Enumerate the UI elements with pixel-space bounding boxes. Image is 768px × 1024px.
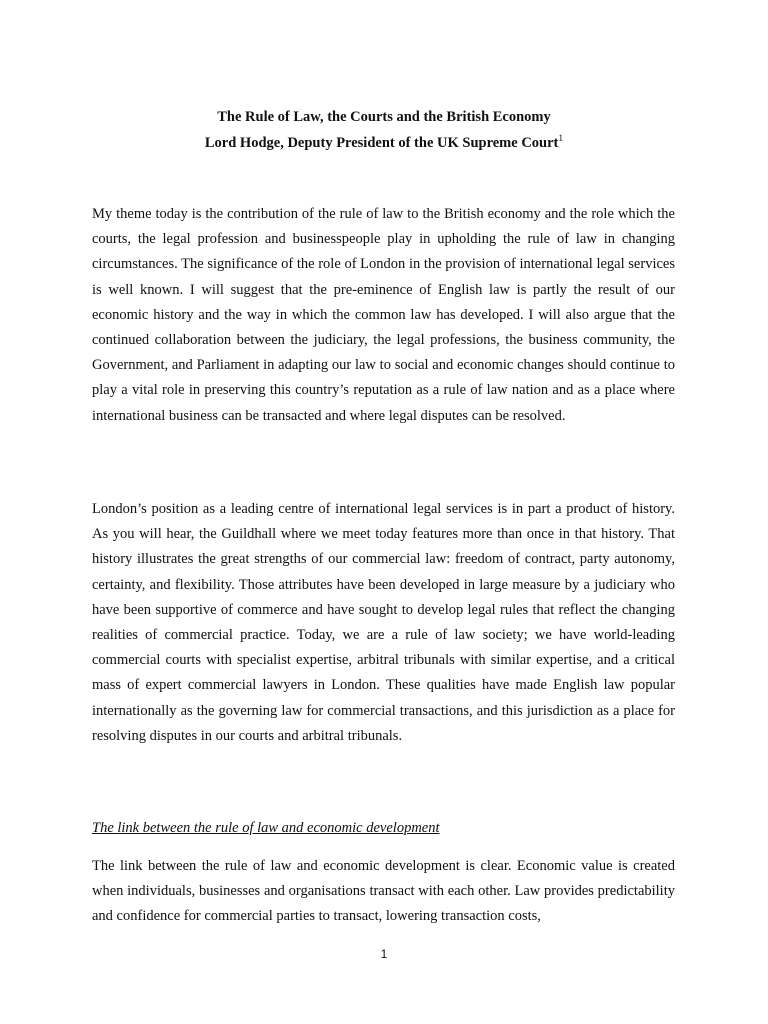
section-heading: The link between the rule of law and economic development <box>92 820 440 836</box>
page-number: 1 <box>380 947 388 961</box>
paragraph-intro: My theme today is the contribution of the rule of law to the British economy and the role which the courts, the legal profession and businesspeople play in upholding the rule of law in changing circumstances. The significance of the role of London in the provision of international legal services is well known. I will suggest that the pre-eminence of English law is partly the result of our economic history and the way in which the common law has developed. I will also argue that the continued collaboration between the judiciary, the legal professions, the business community, the Government, and Parliament in adapting our law to social and economic changes should continue to play a vital role in preserving this country’s reputation as a rule of law nation and as a place where international business can be transacted and where legal disputes can be resolved. <box>92 206 675 424</box>
author-line: Lord Hodge, Deputy President of the UK Supreme Court <box>204 135 559 151</box>
footnote-marker[interactable]: 1 <box>558 134 564 145</box>
document-title: The Rule of Law, the Courts and the British Economy <box>217 109 551 125</box>
paragraph-link: The link between the rule of law and economic development is clear. Economic value is created when individuals, businesses and organisations transact with each other. Law provides predictability and confidence for commercial parties to transact, lowering transaction costs, <box>92 858 675 925</box>
paragraph-london-position: London’s position as a leading centre of international legal services is in part a product of history. As you will hear, the Guildhall where we meet today features more than once in that history. That history illustrates the great strengths of our commercial law: freedom of contract, party autonomy, certainty, and flexibility. Those attributes have been developed in large measure by a judiciary who have been supportive of commerce and have sought to develop legal rules that reflect the changing realities of commercial practice. Today, we are a rule of law society; we have world-leading commercial courts with specialist expertise, arbitral tribunals with similar expertise, and a critical mass of expert commercial lawyers in London. These qualities have made English law popular internationally as the governing law for commercial transactions, and this jurisdiction as a place for resolving disputes in our courts and arbitral tribunals. <box>92 501 675 744</box>
document-subtitle <box>0 135 768 152</box>
